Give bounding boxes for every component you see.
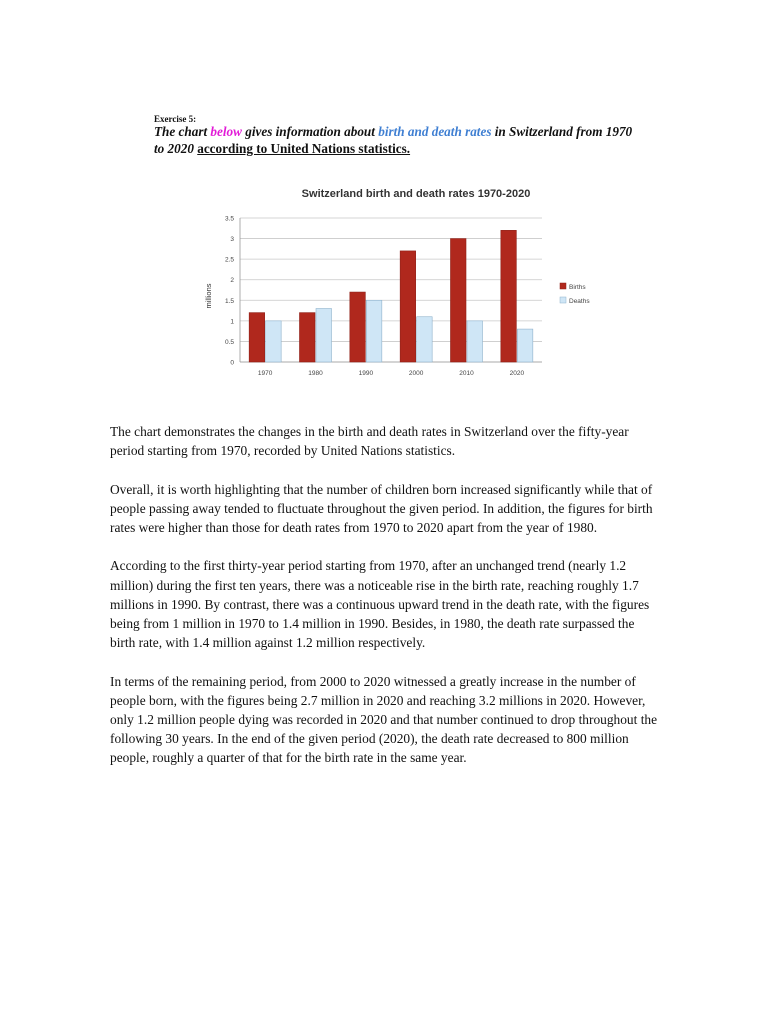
chart-title: Switzerland birth and death rates 1970-2020 xyxy=(301,188,531,200)
deaths-bar-2000 xyxy=(417,317,433,362)
y-tick-label: 2.5 xyxy=(224,256,234,264)
prompt-source: according to United Nations statistics. xyxy=(197,141,411,156)
y-tick-label: 1 xyxy=(230,318,234,326)
deaths-legend-swatch xyxy=(560,297,566,303)
essay-body xyxy=(110,422,660,787)
deaths-bar-2020 xyxy=(517,329,533,362)
paragraph: Overall, it is worth highlighting that the number of children born increased significantly while that of people passing away tended to fluctuate throughout the given period. In addition, the figures for birth rates were higher than those for death rates from 1970 to 2020 apart from the year of 1980. xyxy=(110,481,653,535)
births-bar-1980 xyxy=(300,313,316,362)
x-tick-label: 2000 xyxy=(408,370,424,377)
paragraph: The chart demonstrates the changes in the birth and death rates in Switzerland over the fifty-year period starting from 1970, recorded by United Nations statistics. xyxy=(110,424,629,459)
prompt-text-1: The chart xyxy=(154,124,211,139)
deaths-bar-1970 xyxy=(266,321,282,362)
paragraph: According to the first thirty-year period starting from 1970, after an unchanged trend (nearly 1.2 million) during the first ten years, there was a noticeable rise in the birth rate, reaching roughly 1.7 millions in 1990. By contrast, there was a continuous upward trend in the death rate, with the figures being from 1 million in 1970 to 1.4 million in 1990. Besides, in 1980, the death rate surpassed the birth rate, with 1.4 million against 1.2 million respectively. xyxy=(110,558,650,651)
x-tick-label: 1990 xyxy=(358,370,374,377)
x-tick-label: 1980 xyxy=(308,370,323,377)
deaths-bar-2010 xyxy=(467,321,483,362)
y-tick-label: 3.5 xyxy=(224,215,234,223)
y-tick-label: 0.5 xyxy=(224,338,234,346)
deaths-bar-1980 xyxy=(316,309,332,362)
prompt-keyword-below: below xyxy=(210,124,242,139)
y-axis-label: millions xyxy=(204,283,213,309)
prompt-text-3: in Switzerland from 1970 to 2020 xyxy=(154,124,633,156)
x-tick-label: 2010 xyxy=(459,370,474,377)
y-tick-label: 1.5 xyxy=(224,297,234,305)
prompt-keyword-rates: birth and death rates xyxy=(378,124,492,139)
deaths-legend-label: Deaths xyxy=(569,298,590,305)
exercise-label: Exercise 5: xyxy=(154,114,197,124)
x-tick-label: 1970 xyxy=(257,370,273,377)
x-tick-label: 2020 xyxy=(509,370,525,377)
births-legend-label: Births xyxy=(569,284,586,291)
births-bar-1970 xyxy=(249,313,265,362)
deaths-bar-1990 xyxy=(366,300,382,362)
exercise-prompt xyxy=(154,123,634,157)
y-tick-label: 0 xyxy=(230,359,234,367)
y-tick-label: 3 xyxy=(230,236,234,244)
births-bar-2020 xyxy=(501,230,517,362)
births-legend-swatch xyxy=(560,283,566,289)
y-tick-label: 2 xyxy=(230,277,234,285)
paragraph: In terms of the remaining period, from 2000 to 2020 witnessed a greatly increase in the number of people born, with the figures being 2.7 million in 2020 and reaching 3.2 millions in 2020. However, only 1.2 million people dying was recorded in 2020 and that number continued to drop throughout the following 30 years. In the end of the given period (2020), the death rate decreased to 800 million people, roughly a quarter of that for the birth rate in the same year. xyxy=(110,673,658,766)
prompt-text-2: gives information about xyxy=(241,124,379,139)
births-bar-1990 xyxy=(350,292,366,362)
births-bar-2010 xyxy=(451,239,467,362)
bar-chart xyxy=(196,180,602,380)
births-bar-2000 xyxy=(400,251,416,362)
